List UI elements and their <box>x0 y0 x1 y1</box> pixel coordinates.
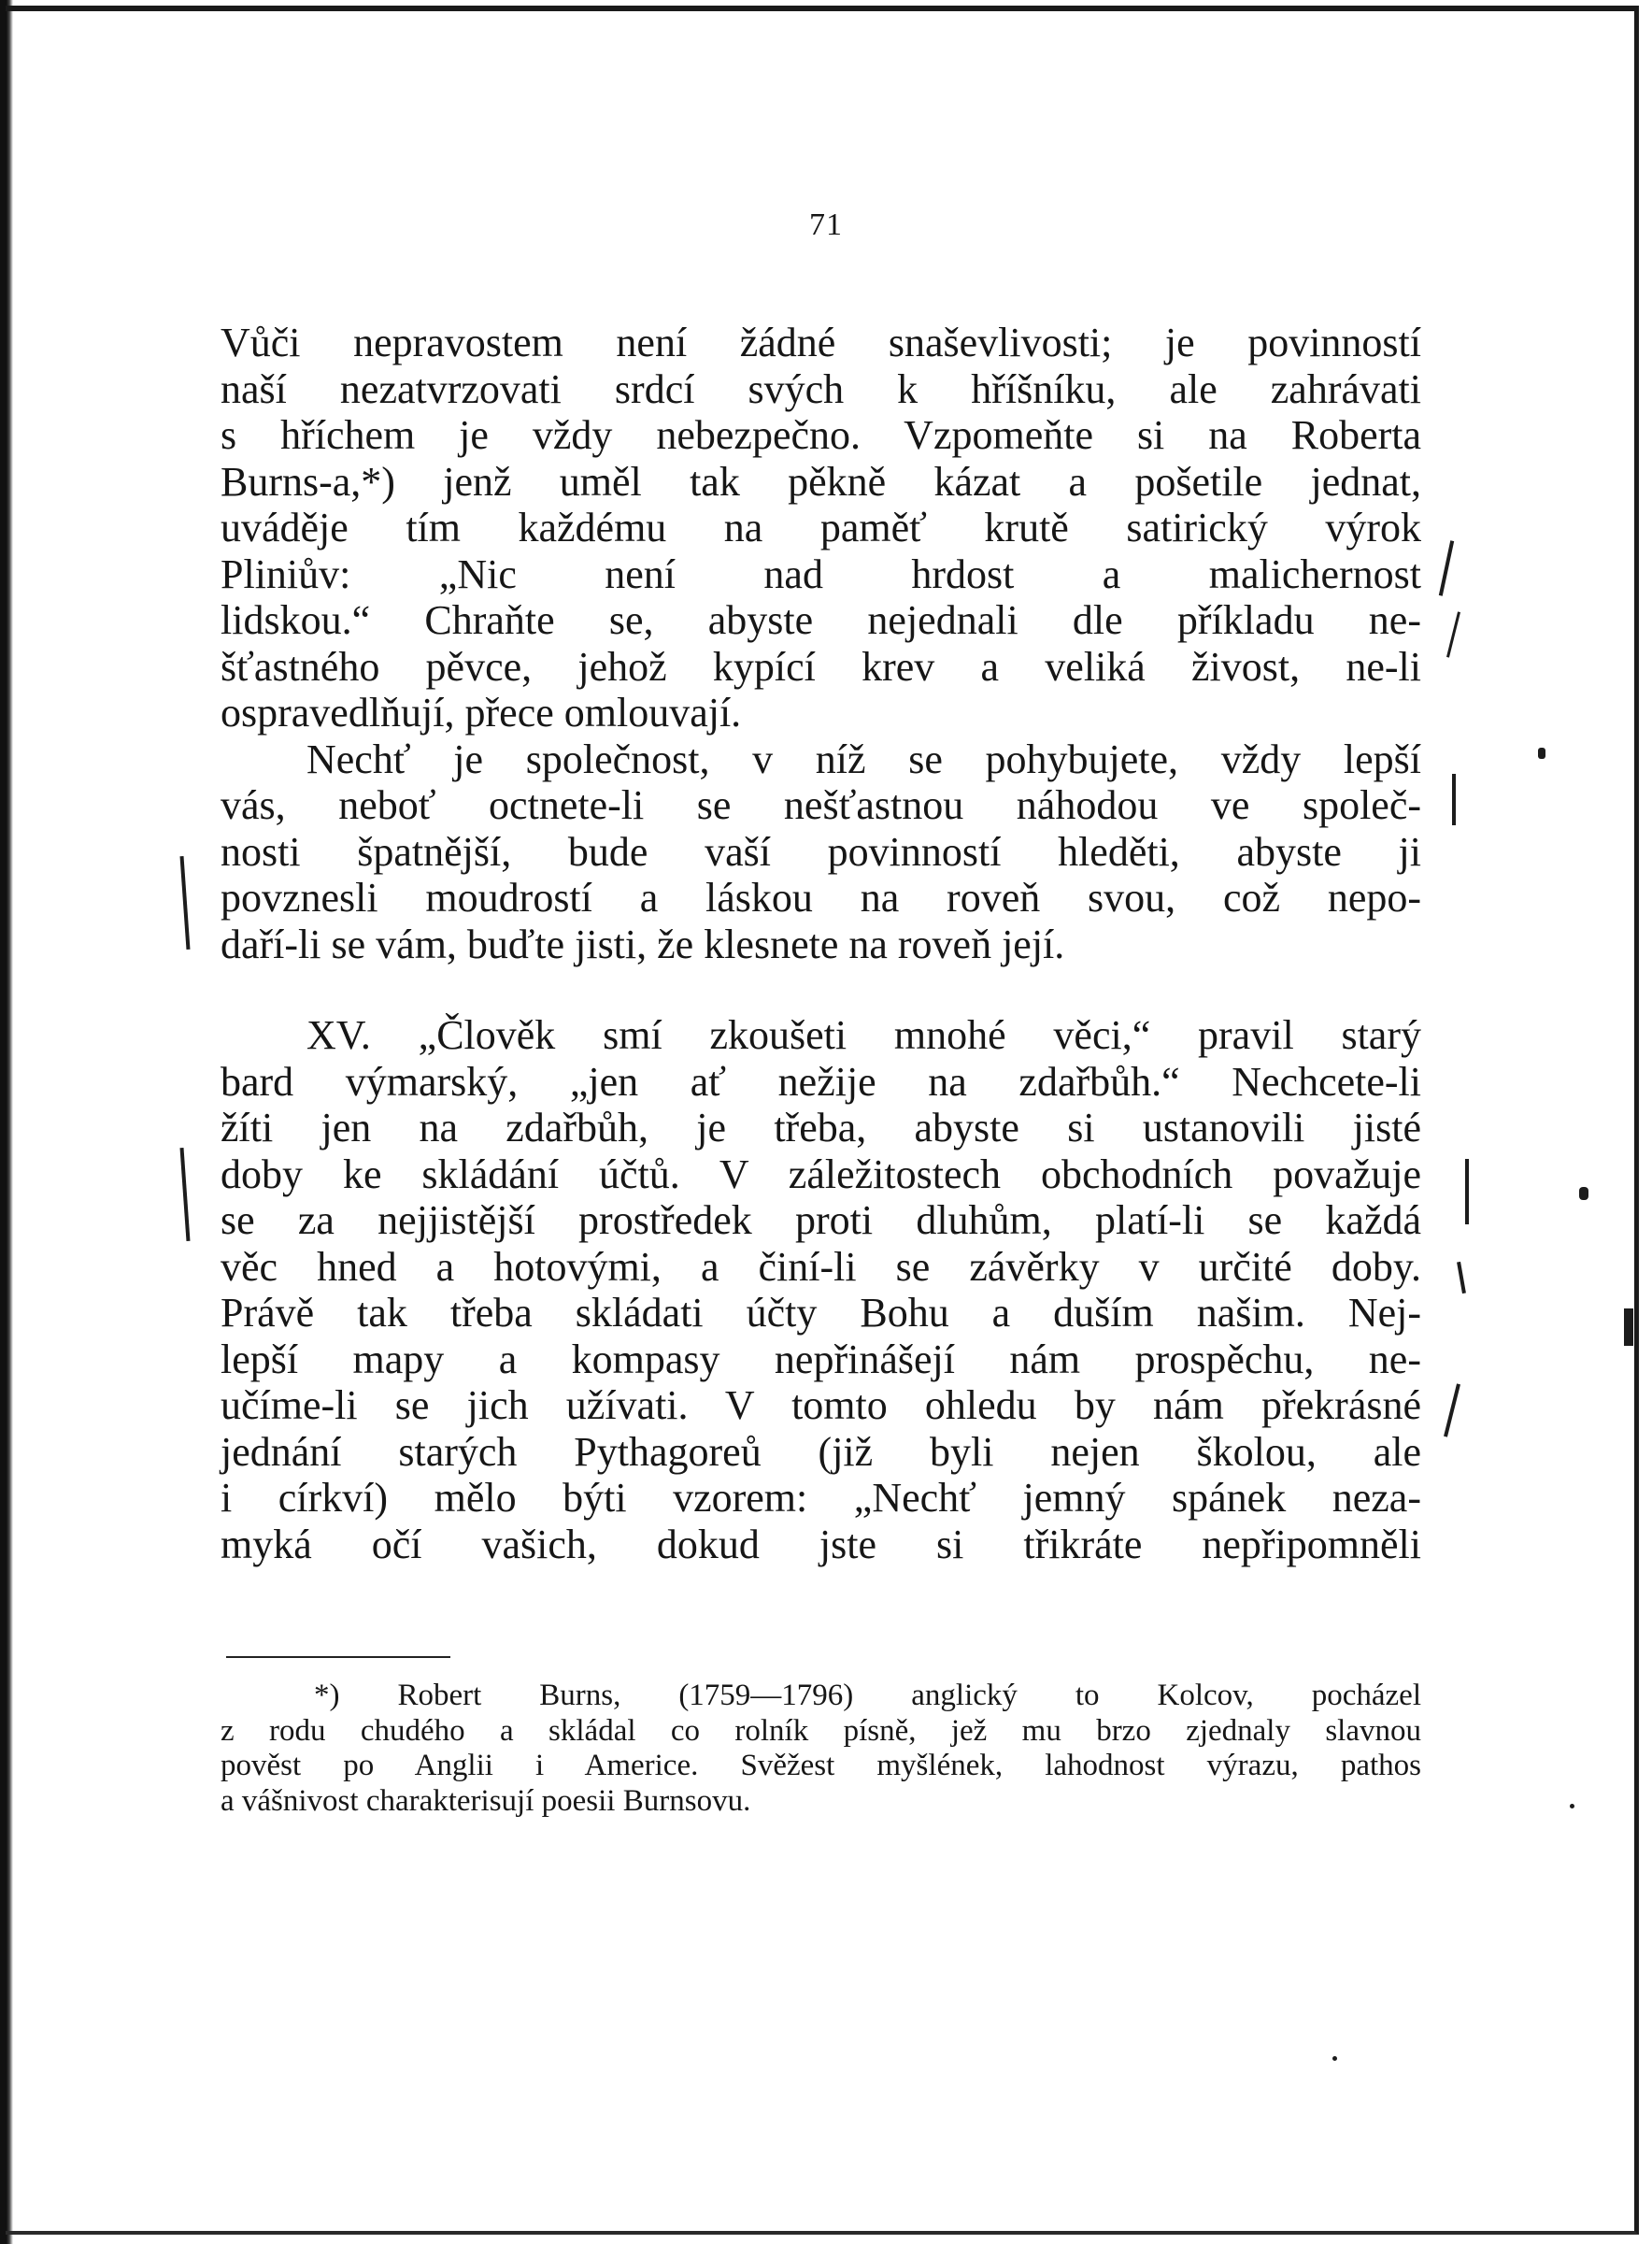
text-line: Vůči nepravostem není žádné snaševlivosti; je povinností <box>221 320 1421 365</box>
text-line: i církví) mělo býti vzorem: „Nechť jemný spánek neza- <box>221 1475 1421 1521</box>
text-line: šťastného pěvce, jehož kypící krev a veliká živost, ne-li <box>221 643 1421 690</box>
text-line: se za nejjistější prostředek proti dluhům, platí-li se každá <box>221 1197 1421 1243</box>
text-line: myká očí vašich, dokud jste si třikráte nepřipomněli <box>221 1521 1421 1567</box>
text-line: Pliniův: „Nic není nad hrdost a malichernost <box>221 550 1421 597</box>
text-line: vás, neboť octnete-li se nešťastnou náhodou ve společ- <box>221 782 1421 828</box>
margin-mark <box>1579 1187 1588 1200</box>
text-line: naší nezatvrzovati srdcí svých k hříšníku, ale zahrávati <box>221 365 1421 412</box>
text-line: uváděje tím každému na paměť krutě satirický výrok <box>221 505 1421 550</box>
text-line: Právě tak třeba skládati účty Bohu a duším našim. Nej- <box>221 1290 1421 1336</box>
footnote <box>221 1679 1421 1819</box>
text-line: nosti špatnější, bude vaší povinností hleděti, abyste ji <box>221 828 1421 875</box>
paragraph <box>221 736 1421 968</box>
footnote-line: pověst po Anglii i Americe. Svěžest myšlének, lahodnost výrazu, pathos <box>221 1749 1421 1782</box>
margin-mark <box>1452 774 1456 825</box>
margin-mark <box>1538 748 1545 759</box>
margin-mark <box>1624 1308 1633 1346</box>
text-line: jednání starých Pythagoreů (již byli nejen školou, ale <box>221 1428 1421 1475</box>
text-line: Nechť je společnost, v níž se pohybujete, vždy lepší <box>306 736 1421 782</box>
text-line: ospravedlňují, přece omlouvají. <box>221 690 742 736</box>
footnote-line: a vášnivost charakterisují poesii Burnsovu. <box>221 1783 751 1818</box>
text-line: učíme-li se jich užívati. V tomto ohledu by nám překrásné <box>221 1382 1421 1428</box>
footnote-line: *) Robert Burns, (1759—1796) anglický to Kolcov, pocházel <box>314 1679 1421 1712</box>
text-line: žíti jen na zdařbůh, je třeba, abyste si ustanovili jisté <box>221 1105 1421 1151</box>
paragraph <box>221 1012 1421 1567</box>
footnote-line: z rodu chudého a skládal co rolník písně, jež mu brzo zjednaly slavnou <box>221 1713 1421 1748</box>
text-line: věc hned a hotovými, a činí-li se závěrky v určité doby. <box>221 1243 1421 1290</box>
text-line: lidskou.“ Chraňte se, abyste nejednali dle příkladu ne- <box>221 597 1421 643</box>
text-line: Burns-a,*) jenž uměl tak pěkně kázat a pošetile jednat, <box>221 458 1421 505</box>
text-line: s hříchem je vždy nebezpečno. Vzpomeňte si na Roberta <box>221 412 1421 458</box>
text-line: lepší mapy a kompasy nepřinášejí nám prospěchu, ne- <box>221 1336 1421 1382</box>
text-line: XV. „Člověk smí zkoušeti mnohé věci,“ pravil starý <box>306 1012 1421 1058</box>
main-text <box>221 320 1421 1567</box>
text-line: doby ke skládání účtů. V záležitostech obchodních považuje <box>221 1151 1421 1197</box>
paragraph-gap <box>221 967 1421 1012</box>
margin-mark <box>1570 1804 1574 1808</box>
margin-mark <box>1332 2056 1337 2061</box>
footnote-rule <box>226 1656 450 1658</box>
paragraph <box>221 320 1421 736</box>
text-line: povznesli moudrostí a láskou na roveň svou, což nepo- <box>221 875 1421 921</box>
margin-mark <box>1465 1159 1469 1224</box>
text-line: bard výmarský, „jen ať nežije na zdařbůh.“ Nechcete-li <box>221 1058 1421 1105</box>
text-line: daří-li se vám, buďte jisti, že klesnete na roveň její. <box>221 921 1065 967</box>
page-number: 71 <box>809 207 843 242</box>
